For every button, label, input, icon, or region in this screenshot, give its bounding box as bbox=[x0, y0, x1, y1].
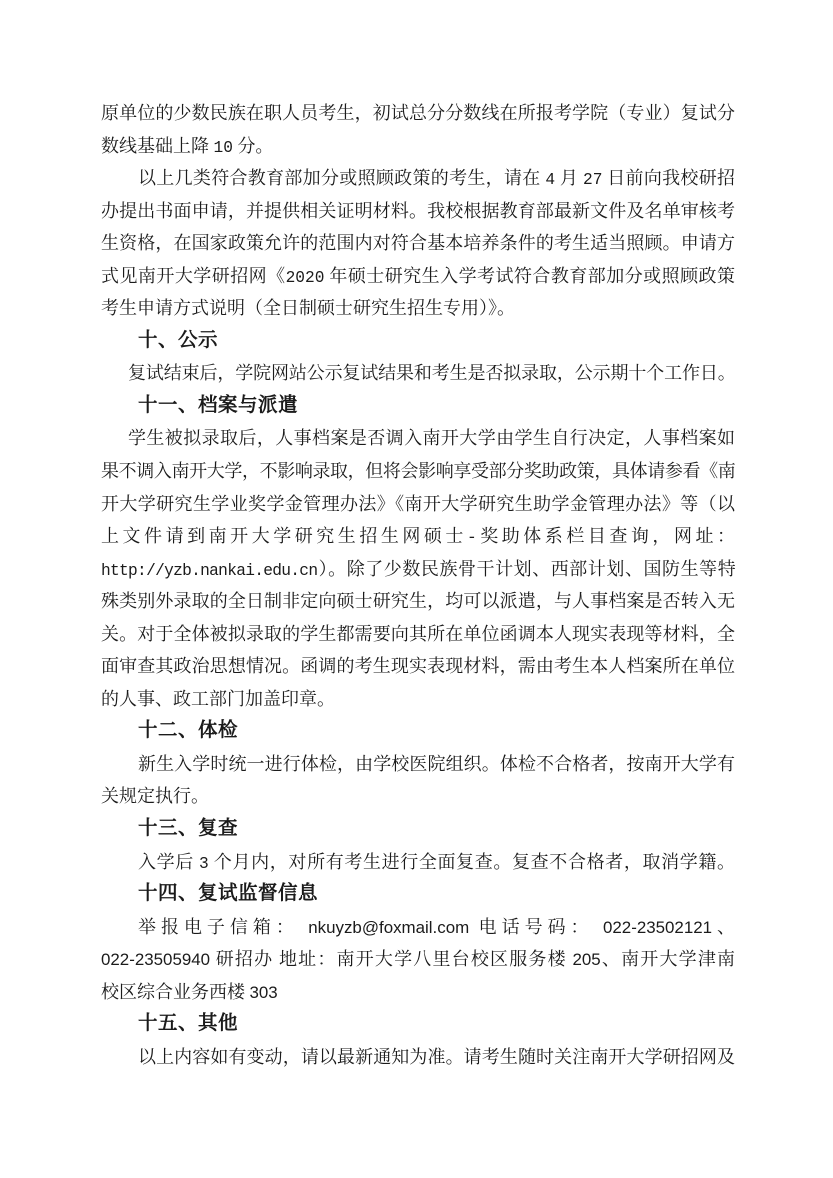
latin-sans-run: 022-23502121 bbox=[602, 917, 713, 937]
cjk-text-run: 关规定执行。 bbox=[101, 786, 209, 807]
latin-mono-run: http://yzb.nankai.edu.cn bbox=[101, 561, 318, 580]
cjk-text-run: 举报电子信箱： bbox=[138, 916, 309, 937]
cjk-text-run: 入学后 bbox=[138, 851, 200, 872]
cjk-text-run: 年硕士研究生入学考试符合教育部加分或照顾政策 bbox=[324, 265, 735, 286]
text-line bbox=[101, 520, 735, 553]
cjk-text-run: 十一、档案与派遣 bbox=[138, 394, 299, 416]
cjk-text-run: 十四、复试监督信息 bbox=[138, 883, 319, 905]
cjk-text-run: 学生被拟录取后，人事档案是否调入南开大学由学生自行决定，人事档案如 bbox=[128, 428, 735, 449]
text-line bbox=[101, 748, 735, 781]
latin-mono-run: 3 bbox=[199, 854, 209, 873]
text-line bbox=[101, 97, 735, 130]
cjk-text-run: 殊类别外录取的全日制非定向硕士研究生，均可以派遣，与人事档案是否转入无 bbox=[101, 591, 735, 612]
cjk-text-run: 关。对于全体被拟录取的学生都需要向其所在单位函调本人现实表现等材料，全 bbox=[101, 623, 735, 644]
text-line bbox=[101, 455, 735, 488]
section-heading bbox=[101, 390, 735, 423]
text-line bbox=[101, 911, 735, 944]
section-heading bbox=[101, 325, 735, 358]
cjk-text-run: 日前向我校研招 bbox=[602, 168, 735, 189]
text-line bbox=[101, 650, 735, 683]
text-line bbox=[101, 585, 735, 618]
cjk-text-run: 开大学研究生学业奖学金管理办法》《南开大学研究生助学金管理办法》等（以 bbox=[101, 493, 735, 514]
cjk-text-run: 十三、复查 bbox=[138, 818, 239, 840]
cjk-text-run: 新生入学时统一进行体检，由学校医院组织。体检不合格者，按南开大学有 bbox=[138, 753, 735, 774]
cjk-text-run: 校区综合业务西楼 bbox=[101, 981, 250, 1002]
latin-sans-run: nkuyzb@foxmail.com bbox=[308, 917, 470, 937]
latin-mono-run: 2020 bbox=[285, 268, 325, 287]
text-line bbox=[101, 488, 735, 521]
text-line bbox=[101, 618, 735, 651]
cjk-text-run: 上文件请到南开大学研究生招生网硕士 bbox=[101, 526, 467, 547]
latin-mono-run: 10 bbox=[213, 138, 233, 157]
section-heading bbox=[101, 715, 735, 748]
text-line bbox=[101, 943, 735, 976]
text-line bbox=[101, 553, 735, 586]
cjk-text-run: 原单位的少数民族在职人员考生，初试总分分数线在所报考学院（专业）复试分 bbox=[101, 103, 735, 123]
latin-sans-run: 205 bbox=[572, 950, 601, 970]
text-line bbox=[101, 195, 735, 228]
cjk-text-run: 分。 bbox=[232, 135, 274, 156]
cjk-text-run: 以上几类符合教育部加分或照顾政策的考生，请在 bbox=[138, 168, 546, 189]
cjk-text-run: 、南开大学津南 bbox=[600, 949, 735, 970]
cjk-text-run: 十、公示 bbox=[138, 329, 219, 351]
text-line bbox=[101, 227, 735, 260]
cjk-text-run: 考生申请方式说明（全日制硕士研究生招生专用）》。 bbox=[101, 298, 515, 319]
cjk-text-run: 的人事、政工部门加盖印章。 bbox=[101, 688, 335, 709]
cjk-text-run: 式见南开大学研招网《 bbox=[101, 265, 286, 286]
cjk-text-run: 奖助体系栏目查询，网址： bbox=[476, 526, 735, 547]
cjk-text-run: 复试结束后，学院网站公示复试结果和考生是否拟录取，公示期十个工作日。 bbox=[128, 363, 735, 384]
text-line bbox=[101, 130, 735, 163]
section-heading bbox=[101, 1008, 735, 1041]
text-line bbox=[101, 683, 735, 716]
cjk-text-run: 十二、体检 bbox=[138, 720, 239, 742]
text-line bbox=[101, 162, 735, 195]
latin-mono-run: - bbox=[466, 529, 477, 548]
section-heading bbox=[101, 878, 735, 911]
cjk-text-run: 生资格，在国家政策允许的范围内对符合基本培养条件的考生适当照顾。申请方 bbox=[101, 233, 735, 254]
latin-mono-run: 4 bbox=[545, 171, 556, 190]
text-line bbox=[101, 846, 735, 879]
text-line bbox=[101, 292, 735, 325]
cjk-text-run: 电话号码： bbox=[469, 916, 603, 937]
cjk-text-run: 果不调入南开大学，不影响录取，但将会影响享受部分奖助政策，具体请参看《南 bbox=[101, 461, 735, 482]
section-heading bbox=[101, 813, 735, 846]
cjk-text-run: 以上内容如有变动，请以最新通知为准。请考生随时关注南开大学研招网及 bbox=[138, 1046, 735, 1067]
latin-sans-run: 022-23505940 bbox=[101, 950, 211, 970]
cjk-text-run: 办提出书面申请，并提供相关证明材料。我校根据教育部最新文件及名单审核考 bbox=[101, 200, 735, 221]
cjk-text-run: 数线基础上降 bbox=[101, 135, 214, 156]
cjk-text-run: 十五、其他 bbox=[138, 1013, 239, 1035]
cjk-text-run: 、 bbox=[712, 916, 735, 937]
text-line bbox=[101, 422, 735, 455]
document-content bbox=[101, 97, 735, 1073]
text-line bbox=[101, 976, 735, 1009]
cjk-text-run: ）。除了少数民族骨干计划、西部计划、国防生等特 bbox=[317, 558, 735, 579]
text-line bbox=[101, 780, 735, 813]
cjk-text-run: 月 bbox=[555, 168, 583, 189]
latin-mono-run: 27 bbox=[582, 171, 603, 190]
cjk-text-run: 面审查其政治思想情况。函调的考生现实表现材料，需由考生本人档案所在单位 bbox=[101, 656, 735, 677]
text-line bbox=[101, 1041, 735, 1074]
cjk-text-run: 个月内，对所有考生进行全面复查。复查不合格者，取消学籍。 bbox=[208, 851, 735, 872]
text-line bbox=[101, 357, 735, 390]
latin-sans-run: 303 bbox=[249, 982, 278, 1002]
text-line bbox=[101, 260, 735, 293]
cjk-text-run: 研招办 地址：南开大学八里台校区服务楼 bbox=[210, 949, 573, 970]
